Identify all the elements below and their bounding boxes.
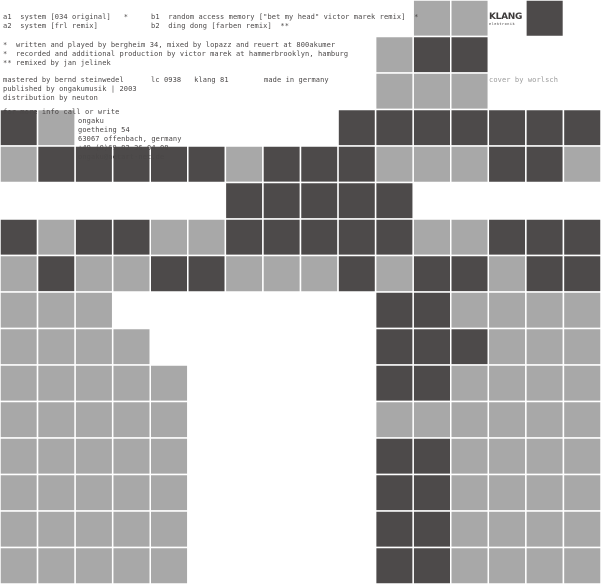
grid-block	[38, 365, 76, 402]
grid-block	[225, 219, 263, 256]
grid-block	[563, 365, 601, 402]
grid-block	[488, 292, 526, 329]
grid-block	[38, 511, 76, 548]
grid-block	[113, 329, 151, 366]
grid-block	[113, 256, 151, 293]
grid-block	[301, 219, 339, 256]
grid-block	[563, 256, 601, 293]
grid-block	[413, 475, 451, 512]
grid-block	[451, 511, 489, 548]
grid-block	[301, 146, 339, 183]
grid-block	[188, 219, 226, 256]
grid-block	[0, 146, 38, 183]
track-a2: a2 system [frl remix]	[3, 22, 98, 30]
grid-block	[376, 73, 414, 110]
distribution-by: distribution by neuton	[3, 94, 98, 102]
grid-block	[75, 402, 113, 439]
grid-block	[563, 511, 601, 548]
grid-block	[38, 438, 76, 475]
grid-block	[338, 183, 376, 220]
grid-block	[451, 548, 489, 584]
grid-block	[376, 256, 414, 293]
grid-block	[526, 146, 564, 183]
grid-block	[451, 365, 489, 402]
grid-block	[451, 402, 489, 439]
grid-block	[376, 511, 414, 548]
grid-block	[225, 146, 263, 183]
grid-block	[0, 292, 38, 329]
contact-heading: for more info call or write	[3, 108, 120, 116]
mastered-by: mastered by bernd steinwedel	[3, 76, 124, 84]
published-by: published by ongakumusik | 2003	[3, 85, 137, 93]
grid-block	[75, 329, 113, 366]
grid-block	[413, 0, 451, 37]
grid-block	[75, 292, 113, 329]
contact-city: 63067 offenbach, germany	[78, 135, 182, 143]
grid-block	[338, 256, 376, 293]
grid-block	[563, 329, 601, 366]
grid-block	[413, 438, 451, 475]
grid-block	[376, 438, 414, 475]
grid-block	[413, 548, 451, 584]
grid-block	[150, 256, 188, 293]
grid-block	[0, 256, 38, 293]
grid-block	[75, 548, 113, 584]
grid-block	[563, 292, 601, 329]
grid-block	[526, 219, 564, 256]
grid-block	[563, 402, 601, 439]
grid-block	[526, 475, 564, 512]
grid-block	[188, 146, 226, 183]
catalog-number: lc 0938 klang 81	[151, 76, 229, 84]
grid-block	[376, 110, 414, 147]
contact-street: goetheing 54	[78, 126, 130, 134]
grid-block	[75, 475, 113, 512]
grid-block	[563, 219, 601, 256]
grid-block	[0, 402, 38, 439]
grid-block	[38, 329, 76, 366]
grid-block	[113, 438, 151, 475]
grid-block	[263, 146, 301, 183]
grid-block	[338, 110, 376, 147]
grid-block	[301, 256, 339, 293]
grid-block	[526, 329, 564, 366]
grid-block	[413, 219, 451, 256]
grid-block	[150, 475, 188, 512]
grid-block	[376, 548, 414, 584]
grid-block	[451, 219, 489, 256]
grid-block	[376, 329, 414, 366]
grid-block	[0, 475, 38, 512]
klang-logo-subtitle: elektronik	[489, 22, 516, 26]
grid-block	[413, 146, 451, 183]
grid-block	[150, 438, 188, 475]
grid-block	[413, 37, 451, 74]
grid-block	[113, 475, 151, 512]
grid-block	[413, 511, 451, 548]
grid-block	[526, 438, 564, 475]
grid-block	[188, 256, 226, 293]
grid-block	[376, 292, 414, 329]
grid-block	[38, 146, 76, 183]
credit-line-2: * recorded and additional production by victor marek at hammerbrooklyn, hamburg	[3, 50, 349, 58]
grid-block	[301, 183, 339, 220]
grid-block	[0, 219, 38, 256]
grid-block	[38, 475, 76, 512]
grid-block	[75, 256, 113, 293]
grid-block	[75, 365, 113, 402]
grid-block	[451, 256, 489, 293]
grid-block	[113, 219, 151, 256]
grid-block	[263, 183, 301, 220]
grid-block	[150, 548, 188, 584]
grid-block	[113, 511, 151, 548]
grid-block	[451, 73, 489, 110]
contact-company: ongaku	[78, 117, 104, 125]
grid-block	[488, 110, 526, 147]
grid-block	[413, 73, 451, 110]
klang-logo: KLANG	[489, 12, 523, 22]
grid-block	[451, 438, 489, 475]
made-in: made in germany	[264, 76, 329, 84]
grid-block	[488, 402, 526, 439]
grid-block	[338, 146, 376, 183]
grid-block	[0, 365, 38, 402]
grid-block	[150, 219, 188, 256]
grid-block	[488, 146, 526, 183]
grid-block	[0, 438, 38, 475]
grid-block	[451, 292, 489, 329]
grid-block	[376, 37, 414, 74]
grid-block	[488, 548, 526, 584]
grid-block	[38, 402, 76, 439]
grid-block	[563, 146, 601, 183]
grid-block	[38, 256, 76, 293]
grid-block	[526, 256, 564, 293]
credit-line-3: ** remixed by jan jelinek	[3, 59, 111, 67]
grid-block	[563, 110, 601, 147]
grid-block	[526, 110, 564, 147]
grid-block	[526, 511, 564, 548]
grid-block	[413, 256, 451, 293]
grid-block	[376, 146, 414, 183]
grid-block	[488, 219, 526, 256]
track-b2: b2 ding dong [farben remix] **	[151, 22, 290, 30]
track-a1: a1 system [034 original] *	[3, 13, 129, 21]
grid-block	[451, 0, 489, 37]
grid-block	[413, 292, 451, 329]
grid-block	[563, 548, 601, 584]
grid-block	[526, 402, 564, 439]
grid-block	[376, 183, 414, 220]
grid-block	[113, 548, 151, 584]
grid-block	[526, 365, 564, 402]
grid-block	[38, 219, 76, 256]
grid-block	[376, 475, 414, 512]
grid-block	[413, 110, 451, 147]
contact-phone: +49 (0)69 82 36 04 08	[78, 144, 169, 152]
grid-block	[451, 475, 489, 512]
grid-block	[150, 365, 188, 402]
grid-block	[413, 329, 451, 366]
grid-block	[150, 511, 188, 548]
grid-block	[413, 365, 451, 402]
grid-block	[75, 511, 113, 548]
grid-block	[38, 292, 76, 329]
grid-block	[451, 146, 489, 183]
grid-block	[526, 548, 564, 584]
credit-line-1: * written and played by bergheim 34, mixed by lopazz and reuert at 800akumer	[3, 41, 336, 49]
grid-block	[526, 0, 564, 37]
grid-block	[376, 219, 414, 256]
grid-block	[451, 37, 489, 74]
grid-block	[488, 329, 526, 366]
grid-block	[526, 292, 564, 329]
grid-block	[451, 329, 489, 366]
grid-block	[75, 219, 113, 256]
grid-block	[38, 548, 76, 584]
grid-block	[338, 219, 376, 256]
grid-block	[376, 365, 414, 402]
grid-block	[263, 256, 301, 293]
track-b1: b1 random access memory ["bet my head" victor marek remix] *	[151, 13, 419, 21]
grid-block	[0, 548, 38, 584]
grid-block	[113, 365, 151, 402]
grid-block	[413, 402, 451, 439]
grid-block	[225, 256, 263, 293]
grid-block	[150, 402, 188, 439]
grid-block	[75, 438, 113, 475]
grid-block	[563, 438, 601, 475]
grid-block	[113, 402, 151, 439]
cover-credit: cover by worlsch	[489, 76, 559, 84]
grid-block	[0, 511, 38, 548]
grid-block	[488, 475, 526, 512]
grid-block	[263, 219, 301, 256]
grid-block	[488, 365, 526, 402]
grid-block	[376, 402, 414, 439]
grid-block	[451, 110, 489, 147]
grid-block	[488, 256, 526, 293]
grid-block	[488, 438, 526, 475]
grid-block	[488, 511, 526, 548]
contact-email: ongaku@netart-net.de	[78, 153, 165, 161]
grid-block	[225, 183, 263, 220]
grid-block	[0, 329, 38, 366]
grid-block	[563, 475, 601, 512]
